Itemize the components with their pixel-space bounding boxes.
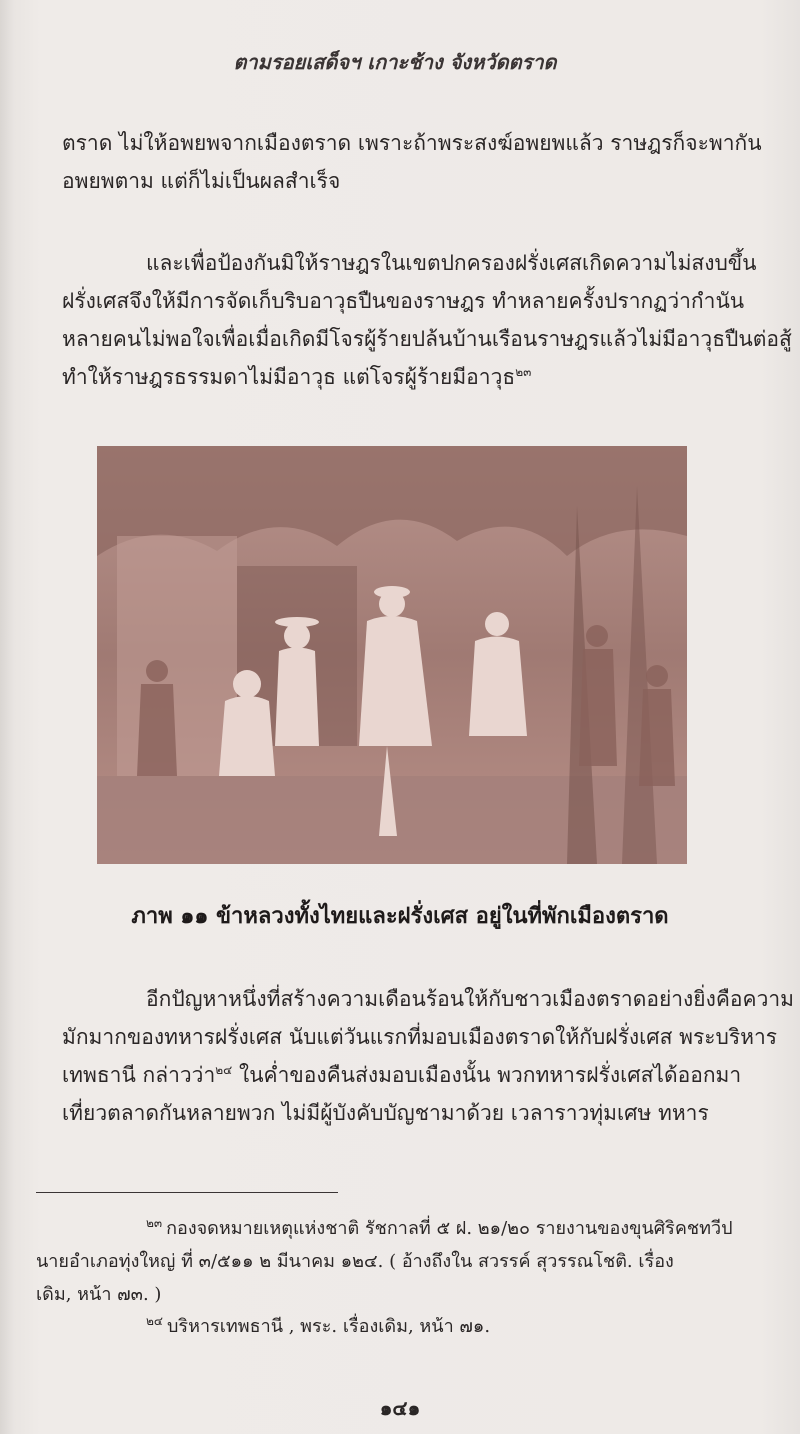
text-line: ตราด ไม่ให้อพยพจากเมืองตราด เพราะถ้าพระสงฆ์อพยพแล้ว ราษฎรก็จะพากัน xyxy=(62,131,762,155)
footnote-mark: ๒๓ xyxy=(146,1216,163,1230)
footnote-divider xyxy=(36,1192,338,1193)
text-line: ฝรั่งเศสจึงให้มีการจัดเก็บริบอาวุธปืนของราษฎร ทำหลายครั้งปรากฏว่ากำนัน xyxy=(62,289,745,313)
text-line xyxy=(62,1056,762,1094)
footnote-line: เดิม, หน้า ๗๓. ) xyxy=(36,1284,162,1305)
text-line: และเพื่อป้องกันมิให้ราษฎรในเขตปกครองฝรั่งเศสเกิดความไม่สงบขึ้น xyxy=(146,251,757,275)
running-head: ตามรอยเสด็จฯ เกาะช้าง จังหวัดตราด xyxy=(233,50,557,74)
photo-illustration xyxy=(97,446,687,864)
footnote-mark: ๒๔ xyxy=(146,1314,163,1328)
paragraph-1 xyxy=(62,124,762,200)
footnote-line: นายอำเภอทุ่งใหญ่ ที่ ๓/๕๑๑ ๒ มีนาคม ๑๒๔. ( อ้างถึงใน สวรรค์ สุวรรณโชติ. เรื่อง xyxy=(36,1251,674,1272)
text-line xyxy=(62,358,762,396)
footnote-line xyxy=(36,1310,766,1343)
paragraph-2 xyxy=(62,244,792,396)
footnote-line xyxy=(36,1212,766,1245)
text-segment: กองจดหมายเหตุแห่งชาติ รัชกาลที่ ๕ ฝ. ๒๑/๒๐ รายงานของขุนศิริคชทวีป xyxy=(166,1218,733,1239)
footnote-24 xyxy=(36,1310,766,1343)
text-line: อีกปัญหาหนึ่งที่สร้างความเดือนร้อนให้กับชาวเมืองตราดอย่างยิ่งคือความ xyxy=(146,987,794,1011)
historic-photo xyxy=(97,446,687,864)
footnote-23 xyxy=(36,1212,766,1311)
text-segment: ในค่ำของคืนส่งมอบเมืองนั้น พวกทหารฝรั่งเศสได้ออกมา xyxy=(232,1063,742,1087)
text-line: หลายคนไม่พอใจเพื่อเมื่อเกิดมีโจรผู้ร้ายปล้นบ้านเรือนราษฎรแล้วไม่มีอาวุธปืนต่อสู้ xyxy=(62,327,792,351)
footnote-ref: ๒๔ xyxy=(215,1063,233,1077)
text-segment: เทพธานี กล่าวว่า xyxy=(62,1063,216,1087)
text-segment: บริหารเทพธานี , พระ. เรื่องเดิม, หน้า ๗๑. xyxy=(167,1316,491,1337)
text-line: มักมากของทหารฝรั่งเศส นับแต่วันแรกที่มอบเมืองตราดให้กับฝรั่งเศส พระบริหาร xyxy=(62,1025,778,1049)
photo-caption: ภาพ ๑๑ ข้าหลวงทั้งไทยและฝรั่งเศส อยู่ในที่พักเมืองตราด xyxy=(131,903,669,929)
text-line: เที่ยวตลาดกันหลายพวก ไม่มีผู้บังคับบัญชามาด้วย เวลาราวทุ่มเศษ ทหาร xyxy=(62,1101,709,1125)
paragraph-3 xyxy=(62,980,794,1132)
page-number: ๑๔๑ xyxy=(379,1396,421,1420)
text-line: อพยพตาม แต่ก็ไม่เป็นผลสำเร็จ xyxy=(62,169,341,193)
footnote-ref: ๒๓ xyxy=(515,365,532,379)
text-segment: ทำให้ราษฎรธรรมดาไม่มีอาวุธ แต่โจรผู้ร้ายมีอาวุธ xyxy=(62,365,516,389)
